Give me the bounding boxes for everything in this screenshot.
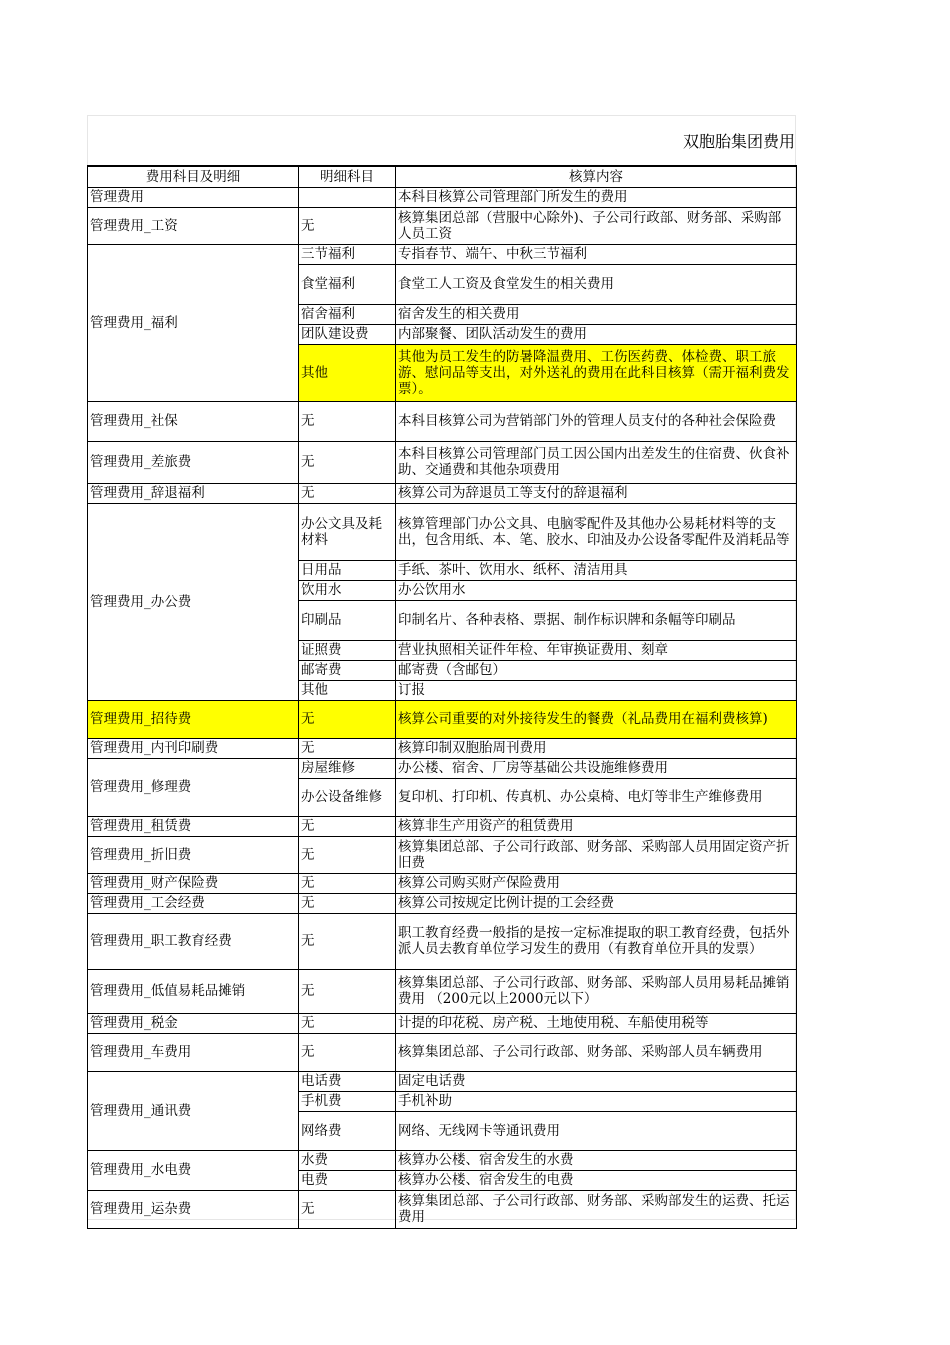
table-row	[88, 244, 797, 264]
content-cell: 宿舍发生的相关费用	[396, 304, 797, 324]
content-cell: 核算集团总部、子公司行政部、财务部、采购部人员用易耗品摊销费用 （200元以上2000元以下）	[396, 969, 797, 1013]
content-cell: 食堂工人工资及食堂发生的相关费用	[396, 264, 797, 304]
detail-cell: 无	[299, 873, 396, 893]
content-cell: 内部聚餐、团队活动发生的费用	[396, 324, 797, 344]
header-row	[88, 166, 797, 187]
table-row	[88, 700, 797, 738]
table-row	[88, 893, 797, 913]
account-cell: 管理费用_折旧费	[88, 836, 299, 873]
table-row	[88, 873, 797, 893]
account-cell: 管理费用_辞退福利	[88, 483, 299, 503]
content-cell: 印制名片、各种表格、票据、制作标识牌和条幅等印刷品	[396, 600, 797, 640]
content-cell: 本科目核算公司管理部门员工因公国内出差发生的住宿费、伙食补助、交通费和其他杂项费用	[396, 441, 797, 483]
table-row	[88, 441, 797, 483]
content-cell: 核算公司按规定比例计提的工会经费	[396, 893, 797, 913]
detail-cell: 无	[299, 969, 396, 1013]
detail-cell: 无	[299, 1033, 396, 1071]
content-cell: 职工教育经费一般指的是按一定标准提取的职工教育经费，包括外派人员去教育单位学习发生的费用（有教育单位开具的发票）	[396, 913, 797, 969]
detail-cell: 无	[299, 483, 396, 503]
detail-cell: 水费	[299, 1150, 396, 1170]
table-row	[88, 1071, 797, 1091]
detail-cell: 饮用水	[299, 580, 396, 600]
content-cell: 核算公司重要的对外接待发生的餐费（礼品费用在福利费核算)	[396, 700, 797, 738]
account-cell: 管理费用_差旅费	[88, 441, 299, 483]
account-cell: 管理费用_工会经费	[88, 893, 299, 913]
detail-cell: 团队建设费	[299, 324, 396, 344]
table-row	[88, 913, 797, 969]
content-cell: 手机补助	[396, 1091, 797, 1111]
content-cell: 订报	[396, 680, 797, 700]
content-cell: 核算办公楼、宿舍发生的电费	[396, 1170, 797, 1190]
detail-cell: 房屋维修	[299, 758, 396, 778]
header-detail: 明细科目	[299, 166, 396, 187]
detail-cell: 无	[299, 401, 396, 441]
content-cell: 核算管理部门办公文具、电脑零配件及其他办公易耗材料等的支出，包含用纸、本、笔、胶水、印油及办公设备零配件及消耗品等	[396, 503, 797, 560]
content-cell: 核算非生产用资产的租赁费用	[396, 816, 797, 836]
detail-cell: 邮寄费	[299, 660, 396, 680]
detail-cell: 无	[299, 207, 396, 244]
table-row	[88, 1190, 797, 1228]
detail-cell: 三节福利	[299, 244, 396, 264]
account-cell: 管理费用	[88, 187, 299, 207]
detail-cell: 无	[299, 836, 396, 873]
table-row	[88, 836, 797, 873]
detail-cell: 无	[299, 913, 396, 969]
expense-table	[87, 165, 797, 1229]
detail-cell: 电话费	[299, 1071, 396, 1091]
detail-cell: 证照费	[299, 640, 396, 660]
table-row	[88, 1150, 797, 1170]
table-row	[88, 401, 797, 441]
detail-cell: 手机费	[299, 1091, 396, 1111]
header-account: 费用科目及明细	[88, 166, 299, 187]
detail-cell: 无	[299, 441, 396, 483]
content-cell: 网络、无线网卡等通讯费用	[396, 1111, 797, 1150]
detail-cell: 办公文具及耗材料	[299, 503, 396, 560]
detail-cell: 宿舍福利	[299, 304, 396, 324]
table-row	[88, 969, 797, 1013]
content-cell: 邮寄费（含邮包）	[396, 660, 797, 680]
detail-cell: 食堂福利	[299, 264, 396, 304]
account-cell: 管理费用_运杂费	[88, 1190, 299, 1228]
table-row	[88, 187, 797, 207]
account-cell: 管理费用_内刊印刷费	[88, 738, 299, 758]
content-cell: 营业执照相关证件年检、年审换证费用、刻章	[396, 640, 797, 660]
content-cell: 其他为员工发生的防暑降温费用、工伤医药费、体检费、职工旅游、慰问品等支出，对外送礼的费用在此科目核算（需开福利费发票）。	[396, 344, 797, 401]
content-cell: 核算印制双胞胎周刊费用	[396, 738, 797, 758]
header-content: 核算内容	[396, 166, 797, 187]
detail-cell: 无	[299, 816, 396, 836]
table-row	[88, 816, 797, 836]
detail-cell: 无	[299, 1190, 396, 1228]
account-cell: 管理费用_职工教育经费	[88, 913, 299, 969]
sheet-title: 双胞胎集团费用	[683, 132, 796, 151]
detail-cell: 无	[299, 738, 396, 758]
content-cell: 核算公司购买财产保险费用	[396, 873, 797, 893]
detail-cell: 电费	[299, 1170, 396, 1190]
account-cell: 管理费用_办公费	[88, 503, 299, 700]
table-row	[88, 483, 797, 503]
content-cell: 本科目核算公司管理部门所发生的费用	[396, 187, 797, 207]
content-cell: 核算集团总部、子公司行政部、财务部、采购部发生的运费、托运费用	[396, 1190, 797, 1228]
table-row	[88, 758, 797, 778]
account-cell: 管理费用_通讯费	[88, 1071, 299, 1150]
account-cell: 管理费用_低值易耗品摊销	[88, 969, 299, 1013]
detail-cell: 无	[299, 700, 396, 738]
account-cell: 管理费用_福利	[88, 244, 299, 401]
content-cell: 专指春节、端午、中秋三节福利	[396, 244, 797, 264]
account-cell: 管理费用_车费用	[88, 1033, 299, 1071]
content-cell: 固定电话费	[396, 1071, 797, 1091]
account-cell: 管理费用_财产保险费	[88, 873, 299, 893]
account-cell: 管理费用_税金	[88, 1013, 299, 1033]
content-cell: 复印机、打印机、传真机、办公桌椅、电灯等非生产维修费用	[396, 778, 797, 816]
content-cell: 核算集团总部、子公司行政部、财务部、采购部人员用固定资产折旧费	[396, 836, 797, 873]
account-cell: 管理费用_社保	[88, 401, 299, 441]
content-cell: 办公饮用水	[396, 580, 797, 600]
account-cell: 管理费用_招待费	[88, 700, 299, 738]
content-cell: 手纸、茶叶、饮用水、纸杯、清洁用具	[396, 560, 797, 580]
table-row	[88, 738, 797, 758]
content-cell: 核算公司为辞退员工等支付的辞退福利	[396, 483, 797, 503]
table-row	[88, 503, 797, 560]
content-cell: 核算集团总部（营服中心除外)、子公司行政部、财务部、采购部人员工资	[396, 207, 797, 244]
account-cell: 管理费用_工资	[88, 207, 299, 244]
content-cell: 核算集团总部、子公司行政部、财务部、采购部人员车辆费用	[396, 1033, 797, 1071]
content-cell: 本科目核算公司为营销部门外的管理人员支付的各种社会保险费	[396, 401, 797, 441]
detail-cell: 其他	[299, 344, 396, 401]
table-row	[88, 1033, 797, 1071]
content-cell: 计提的印花税、房产税、土地使用税、车船使用税等	[396, 1013, 797, 1033]
detail-cell: 日用品	[299, 560, 396, 580]
detail-cell: 网络费	[299, 1111, 396, 1150]
detail-cell: 无	[299, 1013, 396, 1033]
detail-cell: 印刷品	[299, 600, 396, 640]
detail-cell: 无	[299, 893, 396, 913]
detail-cell: 办公设备维修	[299, 778, 396, 816]
content-cell: 办公楼、宿舍、厂房等基础公共设施维修费用	[396, 758, 797, 778]
table-row	[88, 1013, 797, 1033]
detail-cell: 其他	[299, 680, 396, 700]
account-cell: 管理费用_租赁费	[88, 816, 299, 836]
content-cell: 核算办公楼、宿舍发生的水费	[396, 1150, 797, 1170]
account-cell: 管理费用_修理费	[88, 758, 299, 816]
account-cell: 管理费用_水电费	[88, 1150, 299, 1190]
detail-cell	[299, 187, 396, 207]
table-row	[88, 207, 797, 244]
